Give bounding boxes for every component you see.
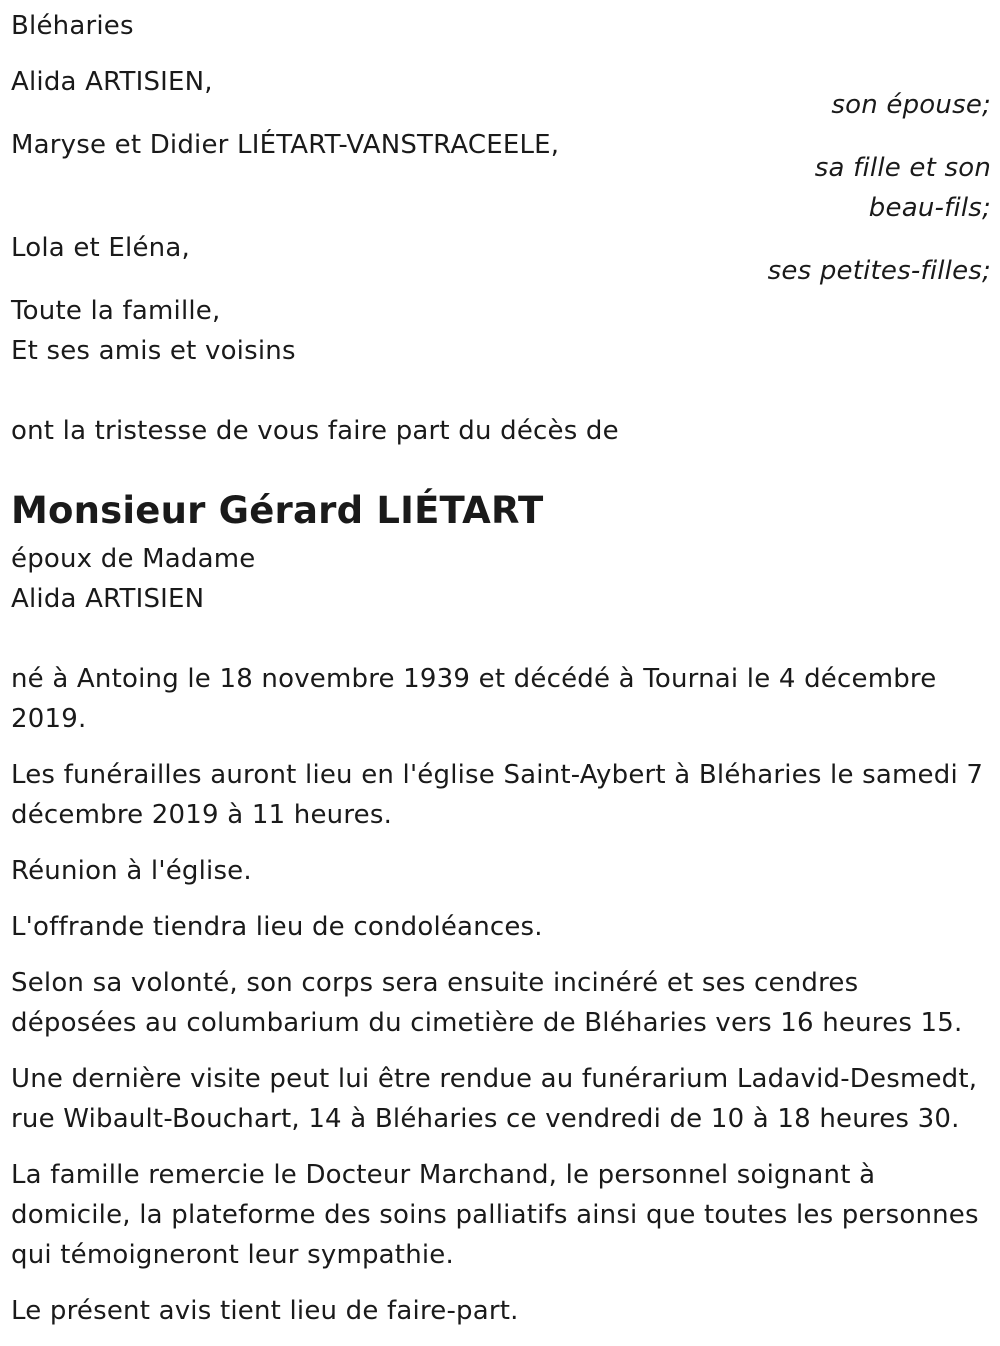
place-header: Bléharies [11,11,134,41]
birth-death-paragraph: né à Antoing le 18 novembre 1939 et décédé à Tournai le 4 décembre 2019. [11,664,937,734]
spouse-line: époux de Madame [11,544,256,574]
relative-name: Alida ARTISIEN, [11,67,213,97]
funeral-paragraph: Les funérailles auront lieu en l'église Saint-Aybert à Bléharies le samedi 7 décembre 2019 à 11 heures. [11,760,984,830]
relative-role: ses petites-filles; [767,256,991,286]
visit-paragraph: Une dernière visite peut lui être rendue au funérarium Ladavid-Desmedt, rue Wibault-Bouchart, 14 à Bléharies ce vendredi de 10 à 18 heures 30. [11,1064,978,1134]
relative-spouse [11,62,991,120]
relative-daughter [11,125,991,223]
relative-name: Maryse et Didier LIÉTART-VANSTRACEELE, [11,130,560,160]
cremation-paragraph: Selon sa volonté, son corps sera ensuite incinéré et ses cendres déposées au columbarium du cimetière de Bléharies vers 16 heures 15. [11,968,963,1038]
spouse-name: Alida ARTISIEN [11,584,205,614]
reunion-paragraph: Réunion à l'église. [11,856,252,886]
friends-line: Et ses amis et voisins [11,336,296,366]
relative-granddaughters [11,228,991,286]
relative-role-line2: beau-fils; [868,193,991,223]
notice-paragraph: Le présent avis tient lieu de faire-part. [11,1296,519,1326]
family-line: Toute la famille, [11,296,221,326]
relative-role: son épouse; [831,90,991,120]
relative-name: Lola et Eléna, [11,233,190,263]
offering-paragraph: L'offrande tiendra lieu de condoléances. [11,912,543,942]
thanks-paragraph: La famille remercie le Docteur Marchand, le personnel soignant à domicile, la plateforme des soins palliatifs ainsi que toutes les personnes qui témoigneront leur sympathie. [11,1160,979,1270]
announcement-text: ont la tristesse de vous faire part du décès de [11,416,619,446]
relative-role-line1: sa fille et son [814,153,991,183]
deceased-name: Monsieur Gérard LIÉTART [11,489,544,532]
